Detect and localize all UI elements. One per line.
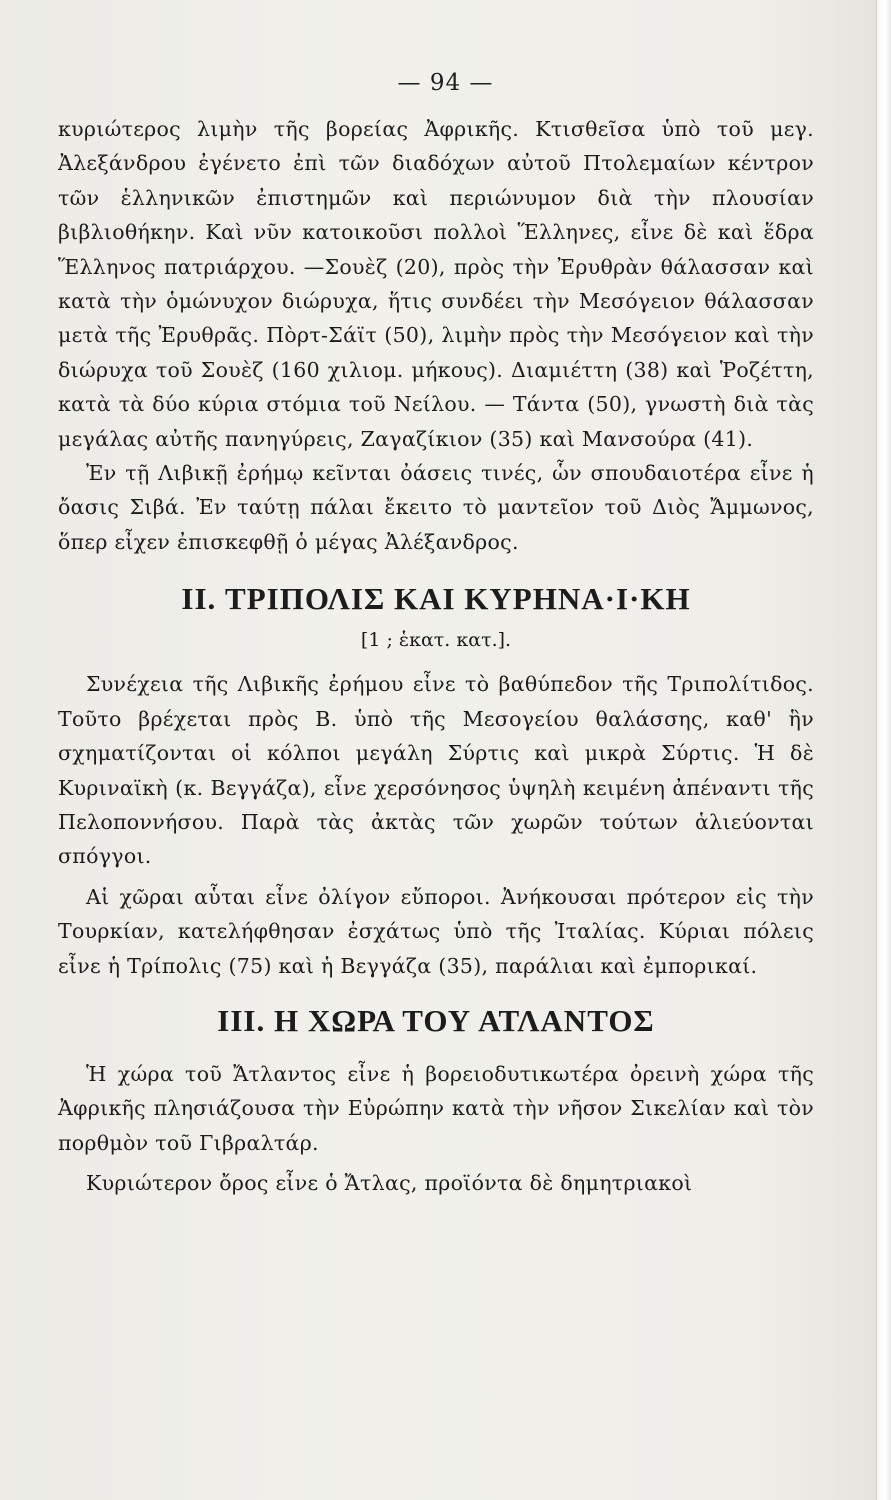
page-edge (876, 0, 891, 1500)
paragraph: Κυριώτερον ὄρος εἶνε ὁ Ἄτλας, προϊόντα δὲ δημητριακοὶ (86, 1171, 693, 1196)
paragraph: Ἡ χώρα τοῦ Ἄτλαντος εἶνε ἡ βορειοδυτικωτέρα ὀρεινὴ χώρα τῆς Ἀφρικῆς πλησιάζουσα τὴν Εὐρώπην κατὰ τὴν νῆσον Σικελίαν καὶ τὸν πορθμὸν τοῦ Γιβραλτάρ. (58, 1061, 814, 1155)
page-number: — 94 — (397, 70, 494, 96)
paragraph: Αἱ χῶραι αὗται εἶνε ὀλίγον εὔποροι. Ἀνήκουσαι πρότερον εἰς τὴν Τουρκίαν, κατελήφθησαν ἐσχάτως ὑπὸ τῆς Ἰταλίας. Κύριαι πόλεις εἶνε ἡ Τρίπολις (75) καὶ ἡ Βεγγάζα (35), παράλιαι καὶ ἐμπορικαί. (58, 884, 814, 978)
page-body (58, 112, 814, 1201)
paragraph: Ἐν τῇ Λιβικῇ ἐρήμῳ κεῖνται ὀάσεις τινές, ὧν σπουδαιοτέρα εἶνε ἡ ὄασις Σιβά. Ἐν ταύτῃ πάλαι ἔκειτο τὸ μαντεῖον τοῦ Διὸς Ἄμμωνος, ὅπερ εἶχεν ἐπισκεφθῇ ὁ μέγας Ἀλέξανδρος. (58, 461, 814, 554)
paragraph: Συνέχεια τῆς Λιβικῆς ἐρήμου εἶνε τὸ βαθύπεδον τῆς Τριπολίτιδος. Τοῦτο βρέχεται πρὸς Β. ὑπὸ τῆς Μεσογείου θαλάσσης, καθ' ἣν σχηματίζονται οἱ κόλποι μεγάλη Σύρτις καὶ μικρὰ Σύρτις. Ἡ δὲ Κυριναϊκὴ (κ. Βεγγάζα), εἶνε χερσόνησος ὑψηλὴ κειμένη ἀπέναντι τῆς Πελοποννήσου. Παρὰ τὰς ἀκτὰς τῶν χωρῶν τούτων ἁλιεύονται σπόγγοι. (58, 672, 814, 869)
section-heading-atlas: III. Η ΧΩΡΑ ΤΟΥ ΑΤΛΑΝΤΟΣ (217, 1002, 655, 1038)
section-heading-tripoli: II. ΤΡΙΠΟΛΙΣ ΚΑΙ ΚΥΡΗΝΑ·Ι·ΚΗ (181, 581, 691, 617)
paragraph: κυριώτερος λιμὴν τῆς βορείας Ἀφρικῆς. Κτισθεῖσα ὑπὸ τοῦ μεγ. Ἀλεξάνδρου ἐγένετο ἐπὶ τῶν διαδόχων αὐτοῦ Πτολεμαίων κέντρον τῶν ἑλληνικῶν ἐπιστημῶν καὶ περιώνυμον διὰ τὴν πλουσίαν βιβλιοθήκην. Καὶ νῦν κατοικοῦσι πολλοὶ Ἕλληνες, εἶνε δὲ καὶ ἕδρα Ἕλληνος πατριάρχου. —Σουὲζ (20), πρὸς τὴν Ἐρυθρὰν θάλασσαν καὶ κατὰ τὴν ὁμώνυχον διώρυχα, ἥτις συνδέει τὴν Μεσόγειον θάλασσαν μετὰ τῆς Ἐρυθρᾶς. Πὸρτ-Σάϊτ (50), λιμὴν πρὸς τὴν Μεσόγειον καὶ τὴν διώρυχα τοῦ Σουὲζ (160 χιλιομ. μήκους). Διαμιέττη (38) καὶ Ῥοζέττη, κατὰ τὰ δύο κύρια στόμια τοῦ Νείλου. — Τάντα (50), γνωστὴ διὰ τὰς μεγάλας αὐτῆς πανηγύρεις, Ζαγαζίκιον (35) καὶ Μανσούρα (41). (58, 117, 814, 451)
section-note: [1 ; ἑκατ. κατ.]. (360, 629, 512, 652)
